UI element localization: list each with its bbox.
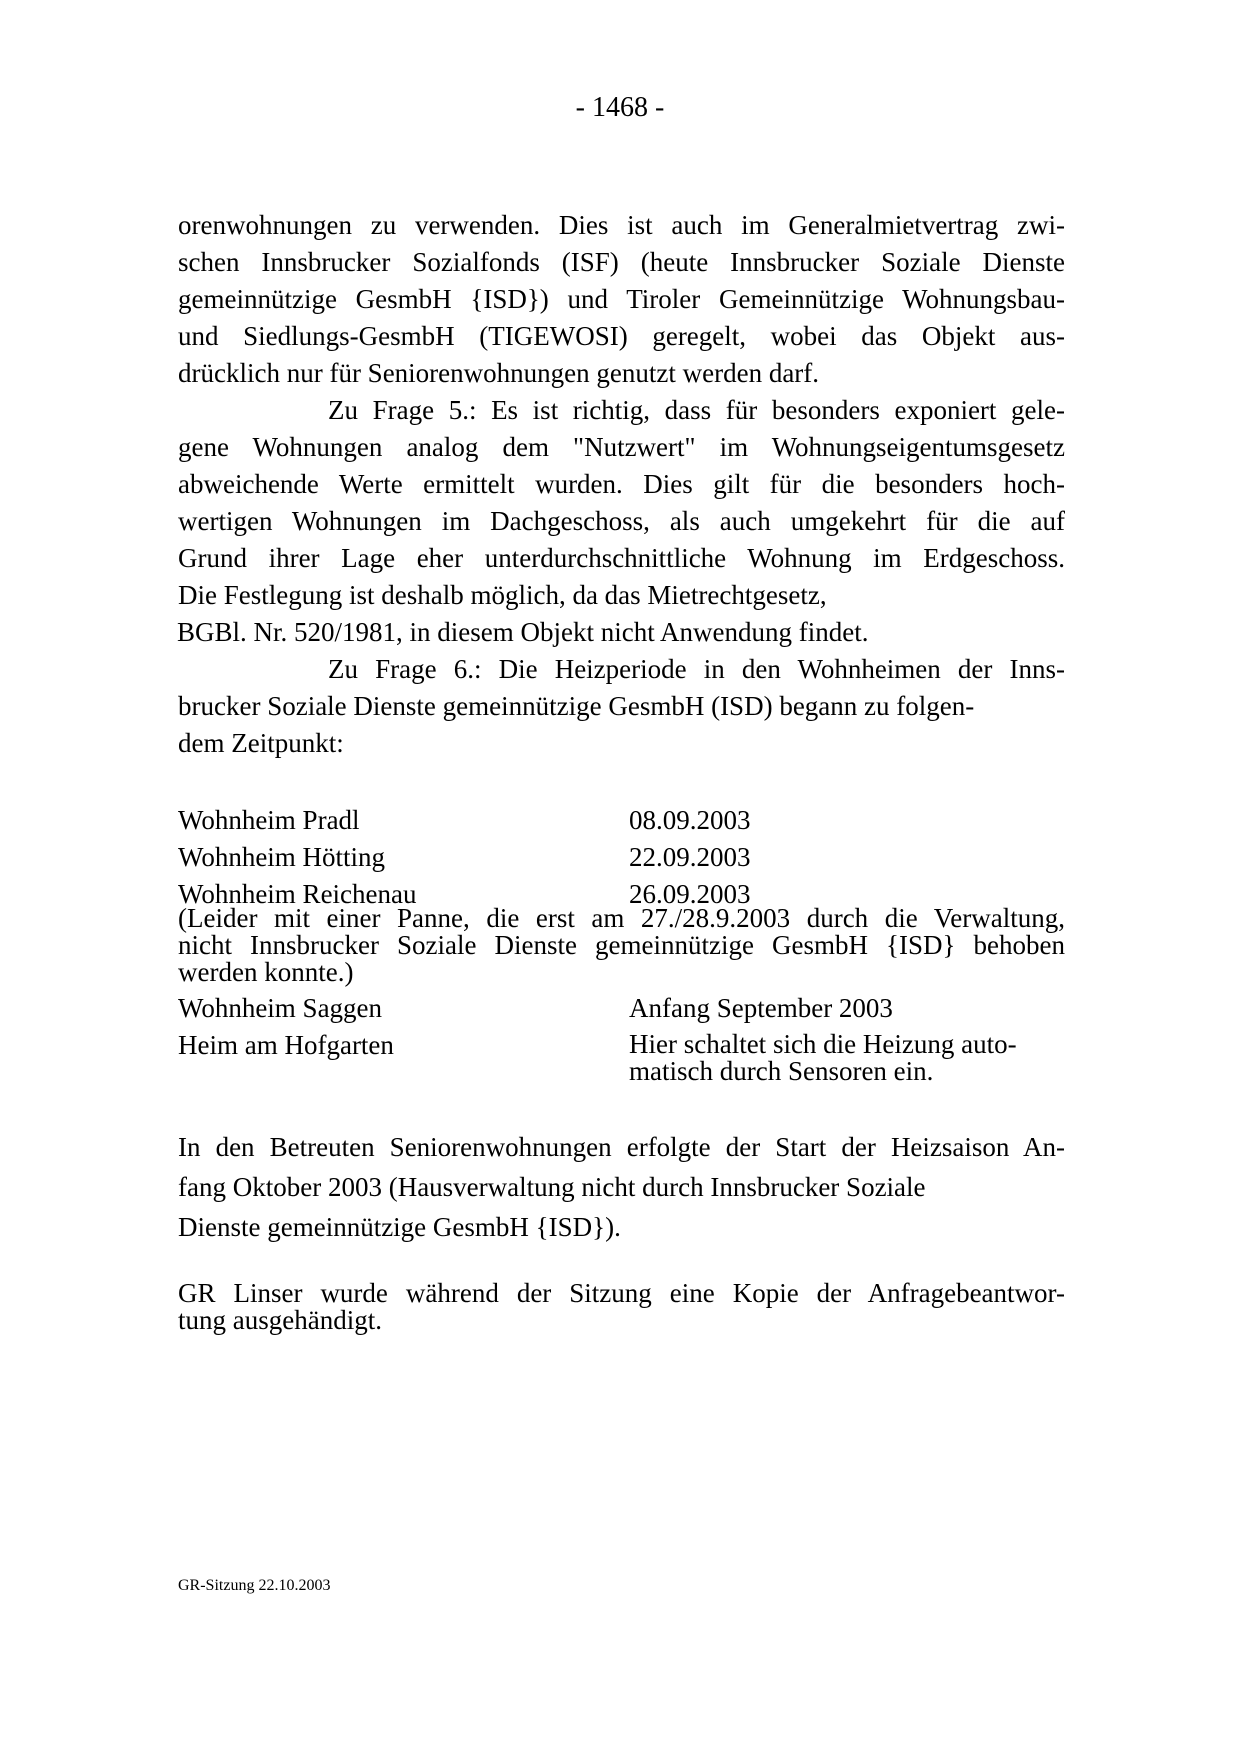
heating-start-date: 22.09.2003 (629, 842, 751, 872)
paragraph-question-6 (178, 651, 1065, 762)
text-line: brucker Soziale Dienste gemeinnützige GesmbH (ISD) begann zu folgen- (178, 691, 975, 721)
paragraph-question-5 (178, 392, 1065, 651)
residence-name: Wohnheim Reichenau (178, 879, 417, 909)
heating-start-date: 26.09.2003 (629, 879, 751, 909)
residence-name: Wohnheim Hötting (178, 842, 386, 872)
paragraph-senior-apartments (178, 1127, 1065, 1247)
text-line: Grund ihrer Lage eher unterdurchschnittliche Wohnung im Erdgeschoss. (178, 543, 1065, 573)
residence-name: Wohnheim Pradl (178, 805, 360, 835)
schedule-row (178, 839, 1065, 876)
text-line: fang Oktober 2003 (Hausverwaltung nicht durch Innsbrucker Soziale (178, 1172, 926, 1202)
text-line: Die Festlegung ist deshalb möglich, da das Mietrechtgesetz, (178, 580, 827, 610)
text-line: Hier schaltet sich die Heizung auto- (629, 1029, 1017, 1059)
heating-start-date: 08.09.2003 (629, 805, 751, 835)
page-number: - 1468 - (575, 92, 665, 123)
paragraph-heating-contract (178, 207, 1065, 392)
text-line: werden konnte.) (178, 957, 354, 987)
residence-name: Heim am Hofgarten (178, 1030, 394, 1060)
text-line: orenwohnungen zu verwenden. Dies ist auch im Generalmietvertrag zwi- (178, 210, 1065, 240)
text-line: GR Linser wurde während der Sitzung eine Kopie der Anfragebeantwor- (178, 1278, 1065, 1308)
text-line: und Siedlungs-GesmbH (TIGEWOSI) geregelt, wobei das Objekt aus- (178, 321, 1065, 351)
page-footer: GR-Sitzung 22.10.2003 (178, 1577, 331, 1594)
heating-start-date: Anfang September 2003 (629, 993, 893, 1023)
text-line: (Leider mit einer Panne, die erst am 27./28.9.2003 durch die Verwaltung, (178, 903, 1065, 933)
text-line: gemeinnützige GesmbH {ISD}) und Tiroler Gemeinnützige Wohnungsbau- (178, 284, 1065, 314)
heating-schedule (178, 802, 1065, 1087)
residence-name: Wohnheim Saggen (178, 993, 383, 1023)
text-line: BGBl. Nr. 520/1981, in diesem Objekt nicht Anwendung findet. (177, 617, 869, 647)
text-line: matisch durch Sensoren ein. (629, 1056, 934, 1086)
schedule-row (178, 802, 1065, 839)
schedule-note (178, 905, 1065, 986)
text-line: abweichende Werte ermittelt wurden. Dies gilt für die besonders hoch- (178, 469, 1065, 499)
schedule-row (178, 990, 1065, 1027)
text-line: Zu Frage 5.: Es ist richtig, dass für besonders exponiert gele- (328, 395, 1065, 425)
text-line: schen Innsbrucker Sozialfonds (ISF) (heute Innsbrucker Soziale Dienste (178, 247, 1065, 277)
text-line: drücklich nur für Seniorenwohnungen genutzt werden darf. (178, 358, 820, 388)
text-line: gene Wohnungen analog dem "Nutzwert" im Wohnungseigentumsgesetz (178, 432, 1065, 462)
heating-start-note (629, 1027, 1065, 1087)
paragraph-copy-handed-out (178, 1280, 1065, 1334)
text-line: wertigen Wohnungen im Dachgeschoss, als auch umgekehrt für die auf (178, 506, 1065, 536)
text-line: Zu Frage 6.: Die Heizperiode in den Wohnheimen der Inns- (328, 654, 1065, 684)
text-line: dem Zeitpunkt: (178, 728, 344, 758)
text-line: tung ausgehändigt. (178, 1305, 382, 1335)
text-line: Dienste gemeinnützige GesmbH {ISD}). (178, 1212, 621, 1242)
text-line: In den Betreuten Seniorenwohnungen erfolgte der Start der Heizsaison An- (178, 1132, 1065, 1162)
schedule-row (178, 1027, 1065, 1087)
text-line: nicht Innsbrucker Soziale Dienste gemeinnützige GesmbH {ISD} behoben (178, 930, 1065, 960)
document-body (178, 207, 1065, 1334)
